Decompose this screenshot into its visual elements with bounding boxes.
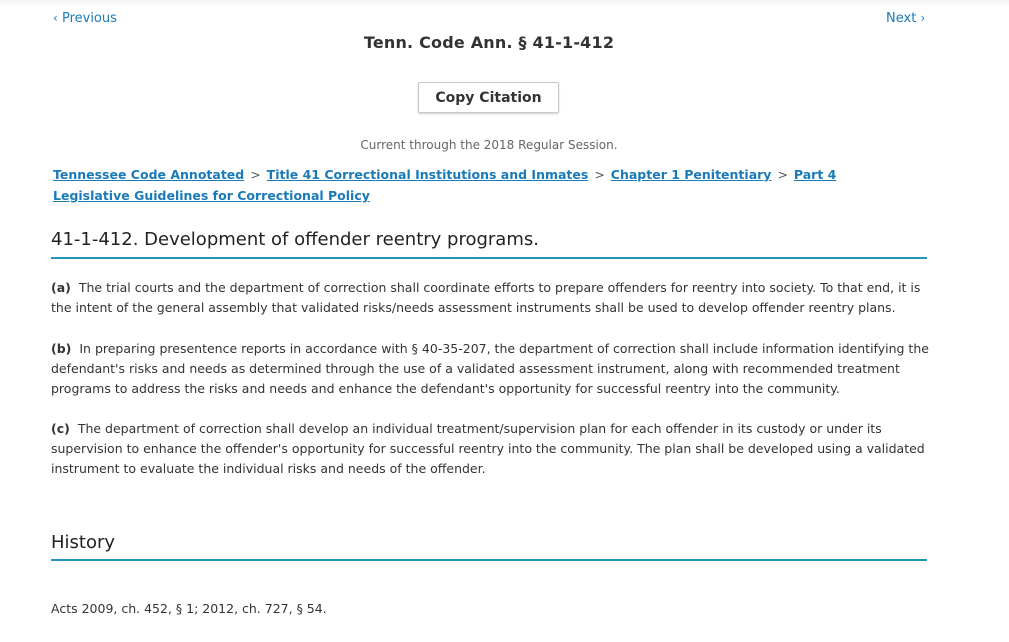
paragraph-b [51, 339, 931, 399]
section-heading: 41-1-412. Development of offender reentry programs. [51, 229, 927, 259]
breadcrumb-item-code[interactable]: Tennessee Code Annotated [53, 167, 245, 182]
breadcrumb-item-chapter[interactable]: Chapter 1 Penitentiary [610, 167, 772, 182]
next-label: Next [886, 11, 917, 26]
previous-label: Previous [61, 11, 117, 26]
paragraph-c [51, 419, 931, 479]
breadcrumb [53, 164, 883, 206]
currency-note: Current through the 2018 Regular Session. [360, 138, 618, 152]
paragraph-label: (c) [51, 421, 70, 436]
paragraph-label: (b) [51, 341, 72, 356]
paragraph-a [51, 278, 931, 318]
chevron-left-icon: ‹ [53, 11, 58, 25]
breadcrumb-item-title[interactable]: Title 41 Correctional Institutions and Inmates [266, 167, 589, 182]
next-link[interactable] [886, 11, 925, 26]
paragraph-label: (a) [51, 280, 71, 295]
paragraph-text: The trial courts and the department of correction shall coordinate efforts to prepare offenders for reentry into society. To that end, it is the intent of the general assembly that validated risks/needs assessment instruments shall be used to develop offender reentry plans. [51, 280, 921, 315]
breadcrumb-separator: > [777, 167, 788, 182]
copy-citation-button[interactable]: Copy Citation [418, 82, 559, 113]
document-title: Tenn. Code Ann. § 41-1-412 [363, 33, 615, 52]
chevron-right-icon: › [920, 11, 926, 25]
breadcrumb-separator: > [594, 167, 605, 182]
top-shadow [0, 0, 1009, 6]
breadcrumb-item-part[interactable]: Part 4 Legislative Guidelines for Correctional Policy [53, 167, 837, 203]
history-heading: History [51, 532, 927, 561]
previous-link[interactable] [53, 11, 117, 26]
paragraph-text: In preparing presentence reports in accordance with § 40-35-207, the department of correction shall include information identifying the defendant's risks and needs as determined through the use of a validated assessment instrument, along with recommended treatment programs to address the risks and needs and enhance the defendant's opportunity for successful reentry into the community. [51, 341, 929, 396]
breadcrumb-separator: > [250, 167, 261, 182]
history-text: Acts 2009, ch. 452, § 1; 2012, ch. 727, § 54. [51, 601, 327, 616]
paragraph-text: The department of correction shall develop an individual treatment/supervision plan for each offender in its custody or under its supervision to enhance the offender's opportunity for successful reentry into the community. The plan shall be developed using a validated instrument to evaluate the individual risks and needs of the offender. [51, 421, 925, 476]
